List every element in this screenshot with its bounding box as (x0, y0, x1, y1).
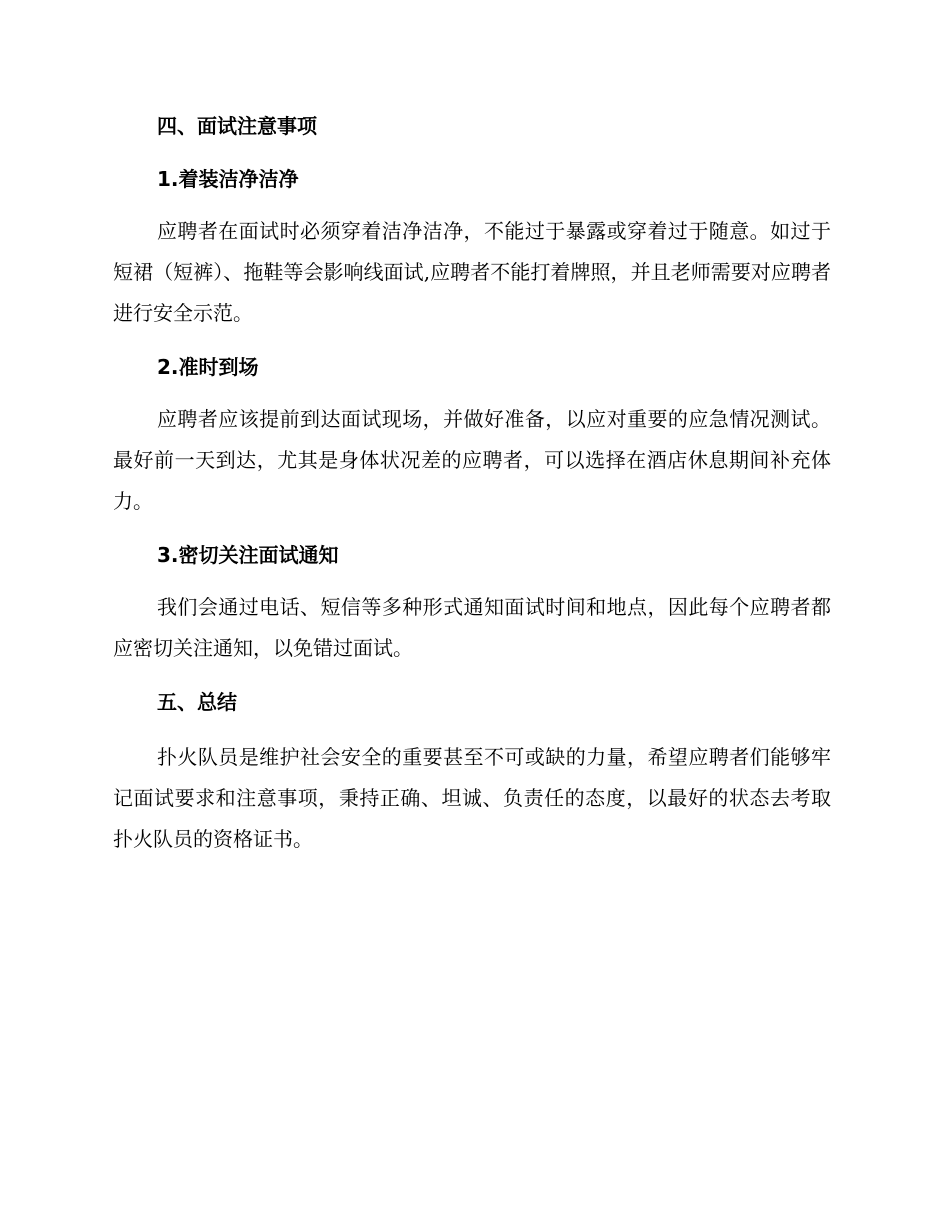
subsection-heading-punctuality: 2.准时到场 (157, 355, 259, 379)
paragraph-punctuality: 应聘者应该提前到达面试现场，并做好准备，以应对重要的应急情况测试。最好前一天到达，尤其是身体状况差的应聘者，可以选择在酒店休息期间补充体力。 (113, 407, 831, 513)
section-heading-notes: 四、面试注意事项 (157, 114, 317, 138)
paragraph-notification: 我们会通过电话、短信等多种形式通知面试时间和地点，因此每个应聘者都应密切关注通知，以免错过面试。 (113, 595, 831, 660)
paragraph-summary: 扑火队员是维护社会安全的重要甚至不可或缺的力量，希望应聘者们能够牢记面试要求和注意事项，秉持正确、坦诚、负责任的态度，以最好的状态去考取扑火队员的资格证书。 (113, 745, 831, 851)
document-body (113, 108, 831, 875)
paragraph-attire: 应聘者在面试时必须穿着洁净洁净，不能过于暴露或穿着过于随意。如过于短裙（短裤）、拖鞋等会影响线面试,应聘者不能打着牌照，并且老师需要对应聘者进行安全示范。 (113, 219, 831, 325)
subsection-heading-notification: 3.密切关注面试通知 (157, 543, 339, 567)
subsection-heading-attire: 1.着装洁净洁净 (157, 167, 299, 191)
section-heading-summary: 五、总结 (157, 690, 237, 714)
